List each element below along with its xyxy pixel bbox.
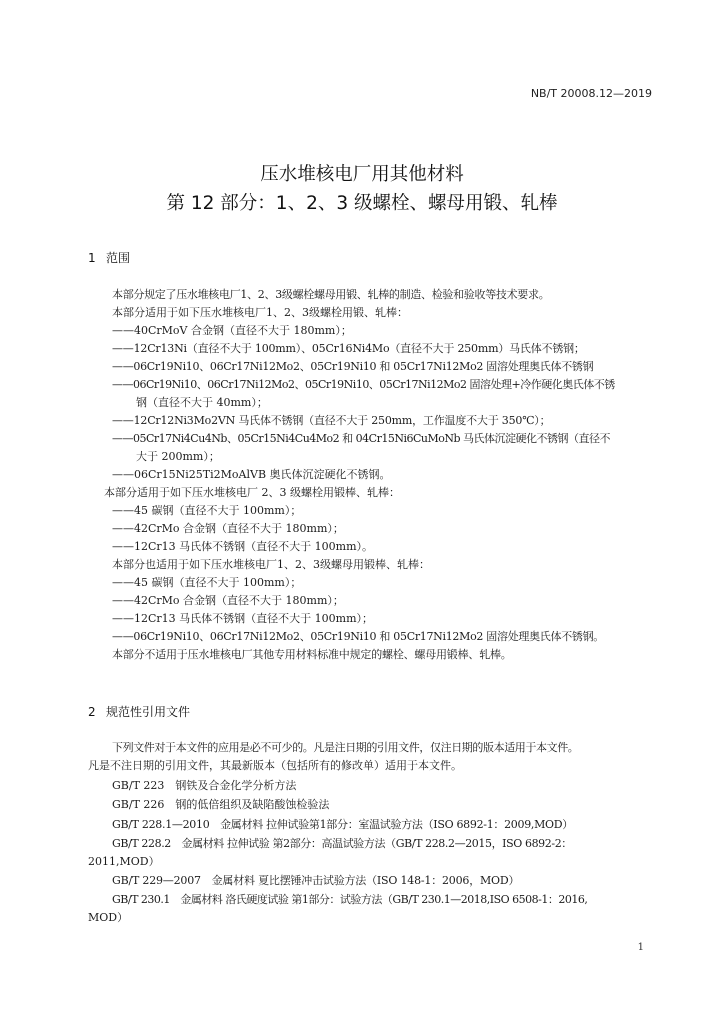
paragraph-line: 下列文件对于本文件的应用是必不可少的。凡是注日期的引用文件，仅注日期的版本适用于本文件。 — [112, 741, 579, 754]
list-item: ——05Cr17Ni4Cu4Nb、05Cr15Ni4Cu4Mo2 和 04Cr15Ni6CuMoNb 马氏体沉淀硬化不锈钢（直径不 — [112, 432, 611, 445]
section-title: 范围 — [106, 251, 131, 265]
list-item: ——45 碳钢（直径不大于 100mm）； — [112, 504, 302, 517]
reference-item: GB/T 226 钢的低倍组织及缺陷酸蚀检验法 — [112, 798, 330, 811]
reference-item: GB/T 228.2 金属材料 拉伸试验 第2部分：高温试验方法（GB/T 228.2—2015，ISO 6892-2： — [112, 837, 572, 850]
list-item-continuation: 大于 200mm）； — [136, 450, 220, 463]
list-item: ——12Cr12Ni3Mo2VN 马氏体不锈钢（直径不大于 250mm，工作温度不大于 350℃）； — [112, 414, 551, 427]
paragraph-line: 本部分也适用于如下压水堆核电厂1、2、3级螺母用锻棒、轧棒： — [112, 558, 430, 571]
section-number: 1 — [88, 251, 96, 265]
list-item: ——45 碳钢（直径不大于 100mm）； — [112, 576, 302, 589]
standard-number: NB/T 20008.12—2019 — [530, 87, 652, 100]
reference-item: GB/T 229—2007 金属材料 夏比摆锤冲击试验方法（ISO 148-1：2006，MOD） — [112, 874, 520, 887]
reference-item: GB/T 230.1 金属材料 洛氏硬度试验 第1部分：试验方法（GB/T 230.1—2018,ISO 6508-1：2016, — [112, 893, 588, 906]
list-item: ——42CrMo 合金钢（直径不大于 180mm）； — [112, 522, 344, 535]
section-number: 2 — [88, 705, 96, 719]
list-item: ——12Cr13 马氏体不锈钢（直径不大于 100mm）； — [112, 612, 374, 625]
list-item: ——12Cr13 马氏体不锈钢（直径不大于 100mm）。 — [112, 540, 374, 553]
reference-item-continuation: MOD） — [88, 911, 129, 924]
document-title: 压水堆核电厂用其他材料 — [260, 164, 464, 185]
list-item: ——42CrMo 合金钢（直径不大于 180mm）； — [112, 594, 344, 607]
list-item: ——06Cr19Ni10、06Cr17Ni12Mo2、05Cr19Ni10、05Cr17Ni12Mo2 固溶处理+冷作硬化奥氏体不锈 — [112, 378, 615, 391]
list-item-continuation: 钢（直径不大于 40mm）； — [136, 396, 268, 409]
paragraph-line: 本部分规定了压水堆核电厂1、2、3级螺栓螺母用锻、轧棒的制造、检验和验收等技术要求。 — [112, 288, 550, 301]
list-item: ——40CrMoV 合金钢（直径不大于 180mm）； — [112, 324, 352, 337]
reference-item: GB/T 223 钢铁及合金化学分析方法 — [112, 779, 297, 792]
paragraph-line: 本部分不适用于压水堆核电厂其他专用材料标准中规定的螺栓、螺母用锻棒、轧棒。 — [112, 648, 512, 661]
page-number: 1 — [637, 942, 644, 953]
document-subtitle: 第 12 部分：1、2、3 级螺栓、螺母用锻、轧棒 — [166, 193, 558, 214]
list-item: ——06Cr19Ni10、06Cr17Ni12Mo2、05Cr19Ni10 和 05Cr17Ni12Mo2 固溶处理奥氏体不锈钢 — [112, 360, 594, 373]
list-item: ——12Cr13Ni（直径不大于 100mm）、05Cr16Ni4Mo（直径不大于 250mm）马氏体不锈钢； — [112, 342, 585, 355]
paragraph-line: 本部分适用于如下压水堆核电厂1、2、3级螺栓用锻、轧棒： — [112, 306, 408, 319]
section-title: 规范性引用文件 — [106, 705, 191, 719]
reference-item-continuation: 2011,MOD） — [88, 855, 160, 868]
section-2-heading — [88, 703, 190, 720]
reference-item: GB/T 228.1—2010 金属材料 拉伸试验第1部分：室温试验方法（ISO 6892-1：2009,MOD） — [112, 818, 573, 831]
section-1-heading — [88, 249, 130, 266]
paragraph-line: 本部分适用于如下压水堆核电厂 2、3 级螺栓用锻棒、轧棒： — [104, 486, 400, 499]
list-item: ——06Cr19Ni10、06Cr17Ni12Mo2、05Cr19Ni10 和 05Cr17Ni12Mo2 固溶处理奥氏体不锈钢。 — [112, 630, 604, 643]
list-item: ——06Cr15Ni25Ti2MoAlVB 奥氏体沉淀硬化不锈钢。 — [112, 468, 391, 481]
paragraph-line: 凡是不注日期的引用文件，其最新版本（包括所有的修改单）适用于本文件。 — [88, 759, 462, 772]
